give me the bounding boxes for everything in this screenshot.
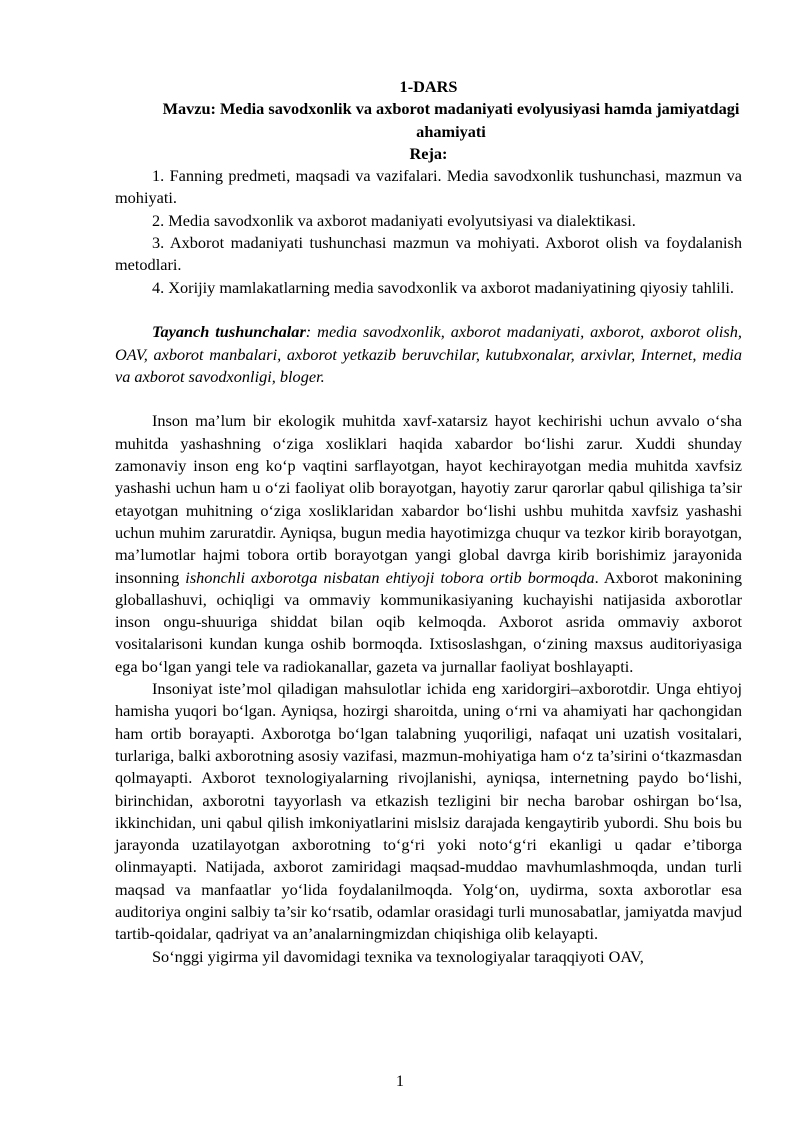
body-paragraph: Insoniyat iste’mol qiladigan mahsulotlar ichida eng xaridorgiri–axborotdir. Unga ehtiyoj hamisha yuqori bo‘lgan. Ayniqsa, hozirgi sharoitda, uning o‘rni va ahamiyati har qachongidan ham ortib borayapti. Axborotga bo‘lgan talabning yuqoriligi, nafaqat uni uzatish vositalari, turlariga, balki axborotning asosiy vazifasi, mazmun-mohiyatiga ham o‘z ta’sirini o‘tkazmasdan qolmayapti. Axborot texnologiyalarning rivojlanishi, ayniqsa, internetning paydo bo‘lishi, birinchidan, axborotni tayyorlash va etkazish tezligini bir necha barobar oshirgan bo‘lsa, ikkinchidan, uni qabul qilish imkoniyatlarini mislsiz darajada kengaytirib yubordi. Shu bois bu jarayonda uzatilayotgan axborotning to‘g‘ri yoki noto‘g‘ri ekanligi u qadar e’tiborga olinmayapti. Natijada, axborot zamiridagi maqsad-muddao mavhumlashmoqda, undan turli maqsad va manfaatlar yo‘lida foydalanilmoqda. Yolg‘on, uydirma, soxta axborotlar esa auditoriya ongini salbiy ta’sir ko‘rsatib, odamlar orasidagi turli munosabatlar, jamiyatda mavjud tartib-qoidalar, qadriyat va an’analarningmizdan chiqishiga olib kelayapti. (115, 679, 742, 944)
plan-item: 3. Axborot madaniyati tushunchasi mazmun va mohiyati. Axborot olish va foydalanish metodlari. (115, 233, 742, 275)
body-italic-text: ishonchli axborotga nisbatan ehtiyoji tobora ortib bormoqda (185, 567, 595, 587)
spacer (115, 299, 742, 321)
spacer (115, 388, 742, 410)
document-page (115, 76, 742, 968)
page-number: 1 (395, 1071, 405, 1090)
body-paragraph (115, 410, 742, 678)
body-text: . Axborot makonining globallashuvi, ochiqligi va ommaviy kommunikasiyaning kuchayishi natijasida axborotlar inson ongu-shuuriga shiddat bilan oqib kelmoqda. Axborot asrida ommaviy axborot vositalarisoni kundan kunga oshib bormoqda. Ixtisoslashgan, o‘zining maxsus auditoriyasiga ega bo‘lgan yangi tele va radiokanallar, gazeta va jurnallar faoliyat boshlayapti. (115, 567, 742, 676)
body-paragraph: So‘nggi yigirma yil davomidagi texnika va texnologiyalar taraqqiyoti OAV, (152, 946, 644, 966)
keywords-label: Tayanch tushunchalar (152, 322, 306, 342)
plan-item: 4. Xorijiy mamlakatlarning media savodxonlik va axborot madaniyatining qiyosiy tahlili. (152, 277, 734, 297)
plan-item: 1. Fanning predmeti, maqsadi va vazifalari. Media savodxonlik tushunchasi, mazmun va mohiyati. (115, 166, 742, 208)
lesson-topic: Mavzu: Media savodxonlik va axborot madaniyati evolyusiyasi hamda jamiyatdagi ahamiyati (162, 99, 740, 141)
lesson-number: 1-DARS (399, 77, 458, 96)
keywords-paragraph (115, 321, 742, 388)
plan-item: 2. Media savodxonlik va axborot madaniyati evolyutsiyasi va dialektikasi. (152, 210, 636, 230)
plan-title: Reja: (409, 143, 448, 163)
body-text: Inson ma’lum bir ekologik muhitda xavf-xatarsiz hayot kechirishi uchun avvalo o‘sha muhitda yashashning o‘ziga xosliklari haqida xabardor bo‘lishi zarur. Xuddi shunday zamonaviy inson eng ko‘p vaqtini sarflayotgan, hayot kechirayotgan media muhitda xavfsiz yashashi uchun ham u o‘zi faoliyat olib borayotgan, hayotiy zarur qarorlar qabul qilishiga ta’sir etayotgan muhitning o‘ziga xosliklaridan xabardor bo‘lishi ushbu muhitda xavfsiz yashashi uchun muhim zaruratdir. Ayniqsa, bugun media hayotimizga chuqur va tezkor kirib borayotgan, ma’lumotlar hajmi tobora ortib borayotgan yangi global davrga kirib borishimiz jarayonida insonning (115, 411, 742, 587)
keywords-text: : media savodxonlik, axborot madaniyati, axborot, axborot olish, OAV, axborot manbalari, axborot yetkazib beruvchilar, kutubxonalar, arxivlar, Internet, media va axborot savodxonligi, bloger. (115, 322, 742, 386)
